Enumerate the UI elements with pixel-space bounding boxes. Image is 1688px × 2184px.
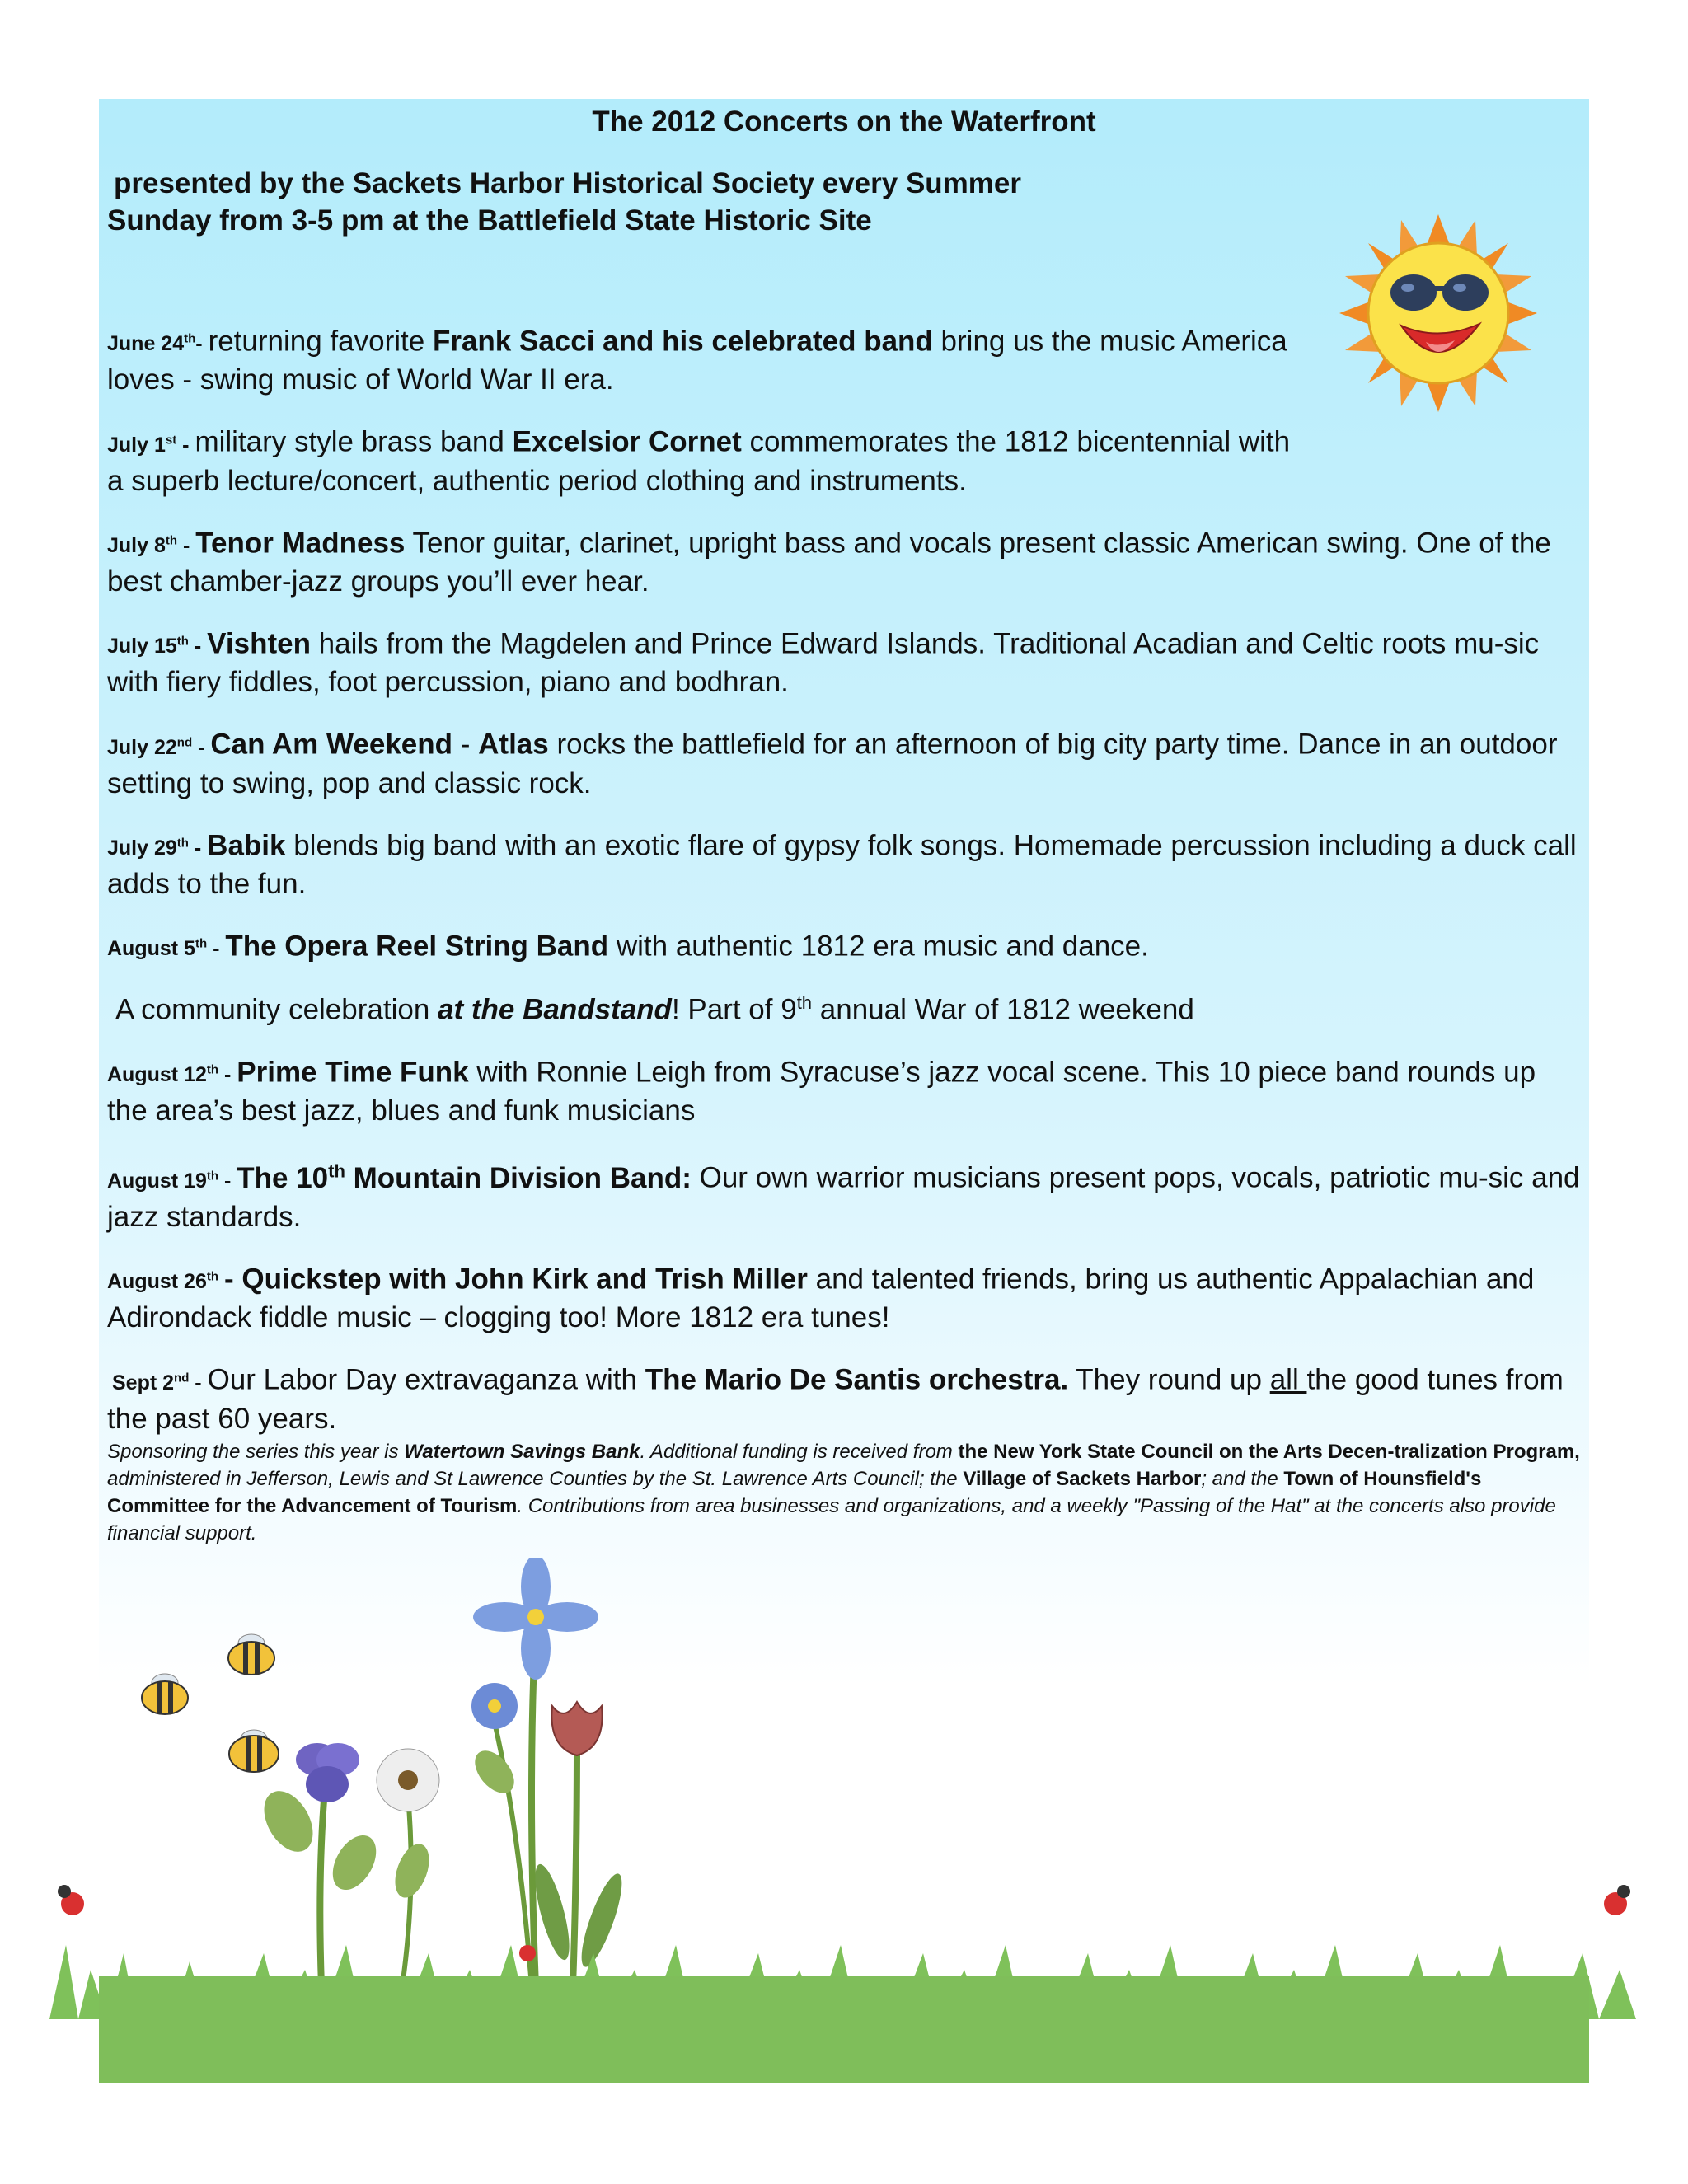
- page-title: The 2012 Concerts on the Waterfront: [592, 105, 1096, 138]
- performer-name: Vishten: [207, 627, 311, 660]
- event-date: Sept 2nd -: [112, 1371, 208, 1394]
- performer-name: Tenor Madness: [195, 526, 406, 559]
- ladybug-icon: [58, 1885, 84, 1915]
- violet-flower-icon: [296, 1743, 359, 1802]
- subtitle-line-1: presented by the Sackets Harbor Historical Society every Summer: [114, 167, 1022, 199]
- page-subtitle: [107, 165, 1021, 239]
- performer-name: Excelsior Cornet: [512, 425, 742, 458]
- tulip-flower-icon: [551, 1702, 602, 1755]
- bandstand-note: A community celebration at the Bandstand! Part of 9th annual War of 1812 weekend: [115, 992, 1194, 1026]
- ladybug-icon: [1604, 1885, 1630, 1915]
- event-item: July 15th - Vishten hails from the Magdelen and Prince Edward Islands. Traditional Acadian and Celtic roots mu-sic with fiery fiddles, foot percussion, piano and bodhran.: [107, 627, 1540, 699]
- bee-icon: [142, 1674, 188, 1714]
- performer-name: The 10th Mountain Division Band:: [237, 1160, 692, 1194]
- performer-name: The Opera Reel String Band: [225, 930, 609, 963]
- event-item: July 1st - military style brass band Excelsior Cornet commemorates the 1812 bicentennial with a superb lecture/concert, authentic period clothing and instruments.: [107, 425, 1291, 497]
- event-item: July 29th - Babik blends big band with an exotic flare of gypsy folk songs. Homemade percussion including a duck call adds to the fun.: [107, 828, 1577, 900]
- performer-name: The Mario De Santis orchestra.: [645, 1363, 1069, 1396]
- bee-icon: [228, 1634, 274, 1675]
- event-item: August 19th - The 10th Mountain Division Band: Our own warrior musicians present pops, vocals, patriotic mu-sic and jazz standards.: [107, 1160, 1580, 1233]
- ladybug-icon: [519, 1945, 536, 1961]
- event-date: August 5th -: [107, 936, 226, 961]
- event-date: July 1st -: [107, 433, 195, 457]
- grass-ground: [99, 1976, 1589, 2083]
- event-date: July 8th -: [107, 533, 196, 557]
- event-item: July 22nd - Can Am Weekend - Atlas rocks the battlefield for an afternoon of big city party time. Dance in an outdoor setting to swing, pop and classic rock.: [107, 728, 1558, 799]
- performer-name-secondary: Atlas: [478, 728, 549, 761]
- performer-name: Prime Time Funk: [237, 1056, 469, 1089]
- event-item: July 8th - Tenor Madness Tenor guitar, clarinet, upright bass and vocals present classic American swing. One of the best chamber-jazz groups you’ll ever hear.: [107, 526, 1551, 598]
- blue-flower-icon: [471, 1683, 518, 1729]
- event-item: August 26th - Quickstep with John Kirk and Trish Miller and talented friends, bring us authentic Appalachian and Adirondack fiddle music – clogging too! More 1812 era tunes!: [107, 1263, 1535, 1334]
- event-date: August 19th -: [107, 1169, 237, 1193]
- event-date: June 24th-: [107, 332, 209, 356]
- event-item: August 12th - Prime Time Funk with Ronnie Leigh from Syracuse’s jazz vocal scene. This 10 piece band rounds up the area’s best jazz, blues and funk musicians: [107, 1056, 1536, 1127]
- performer-name: Frank Sacci and his celebrated band: [432, 325, 933, 358]
- event-item: August 5th - The Opera Reel String Band with authentic 1812 era music and dance.: [107, 930, 1149, 963]
- blue-flower-icon: [473, 1558, 598, 1680]
- event-item: Sept 2nd - Our Labor Day extravaganza with The Mario De Santis orchestra. They round up all the good tunes from the past 60 years.: [107, 1363, 1564, 1435]
- event-item: June 24th- returning favorite Frank Sacci and his celebrated band bring us the music America loves - swing music of World War II era.: [107, 325, 1287, 396]
- event-date: July 29th -: [107, 836, 208, 860]
- performer-name: Babik: [207, 828, 286, 861]
- event-date: August 26th: [107, 1269, 219, 1294]
- event-list: [107, 321, 1582, 1461]
- event-date: July 22nd -: [107, 735, 211, 759]
- event-date: August 12th -: [107, 1062, 237, 1087]
- sponsor-paragraph: Sponsoring the series this year is Watertown Savings Bank. Additional funding is received from the New York State Council on the Arts Decen-tralization Program, administered in Jefferson, Lewis and St Lawrence Counties by the St. Lawrence Arts Council; the Village of Sackets Harbor; and the Town of Hounsfield's Committee for the Advancement of Tourism. Contributions from area businesses and organizations, and a weekly "Passing of the Hat" at the concerts also provide financial support.: [107, 1441, 1580, 1544]
- subtitle-line-2: Sunday from 3-5 pm at the Battlefield State Historic Site: [107, 204, 872, 237]
- bee-icon: [229, 1730, 279, 1772]
- performer-name: - Quickstep with John Kirk and Trish Miller: [223, 1263, 808, 1296]
- performer-name: Can Am Weekend: [210, 728, 453, 761]
- daisy-flower-icon: [377, 1749, 439, 1811]
- event-date: July 15th -: [107, 634, 208, 658]
